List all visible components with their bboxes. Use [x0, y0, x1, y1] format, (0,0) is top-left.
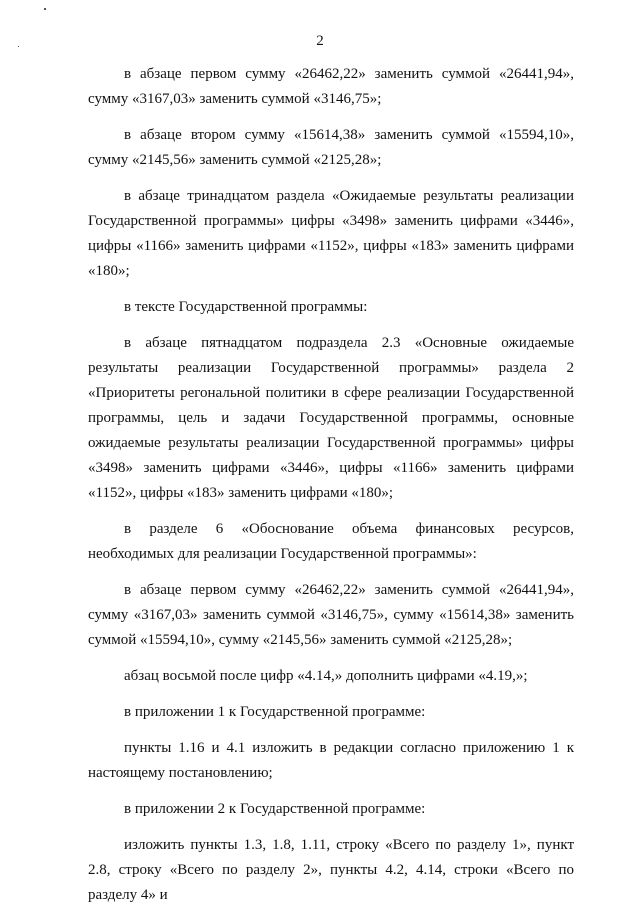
paragraph: в абзаце первом сумму «26462,22» заменить суммой «26441,94», сумму «3167,03» заменить суммой «3146,75», сумму «15614,38» заменить суммой «15594,10», сумму «2145,56» заменить суммой «2125,28»; — [88, 582, 574, 648]
page-number: 2 — [316, 33, 324, 49]
paragraph: в абзаце втором сумму «15614,38» заменить суммой «15594,10», сумму «2145,56» заменить суммой «2125,28»; — [88, 127, 574, 168]
document-body — [88, 62, 574, 919]
paragraph: абзац восьмой после цифр «4.14,» дополнить цифрами «4.19,»; — [124, 668, 528, 684]
paragraph: в абзаце тринадцатом раздела «Ожидаемые результаты реализации Государственной программы» цифры «3498» заменить цифрами «3446», цифры «1166» заменить цифрами «1152», цифры «183» заменить цифрами «180»; — [88, 188, 574, 279]
paragraph: пункты 1.16 и 4.1 изложить в редакции согласно приложению 1 к настоящему постановлению; — [88, 740, 574, 781]
paragraph: в приложении 1 к Государственной программе: — [124, 704, 426, 720]
paragraph: изложить пункты 1.3, 1.8, 1.11, строку «Всего по разделу 1», пункт 2.8, строку «Всего по разделу 2», пункты 4.2, 4.14, строки «Всего по разделу 4» и — [88, 837, 574, 903]
paragraph: в абзаце пятнадцатом подраздела 2.3 «Основные ожидаемые результаты реализации Государственной программы» раздела 2 «Приоритеты регональной политики в сфере реализации Государственной программы, цель и задачи Государственной программы, основные ожидаемые результаты реализации Государственной программы» цифры «3498» заменить цифрами «3446», цифры «1166» заменить цифрами «1152», цифры «183» заменить цифрами «180»; — [88, 335, 574, 501]
paragraph: в абзаце первом сумму «26462,22» заменить суммой «26441,94», сумму «3167,03» заменить суммой «3146,75»; — [88, 66, 574, 107]
paragraph: в тексте Государственной программы: — [124, 299, 368, 315]
scan-speck — [44, 8, 46, 10]
paragraph: в разделе 6 «Обоснование объема финансовых ресурсов, необходимых для реализации Государственной программы»: — [88, 521, 574, 562]
paragraph: в приложении 2 к Государственной программе: — [124, 801, 426, 817]
